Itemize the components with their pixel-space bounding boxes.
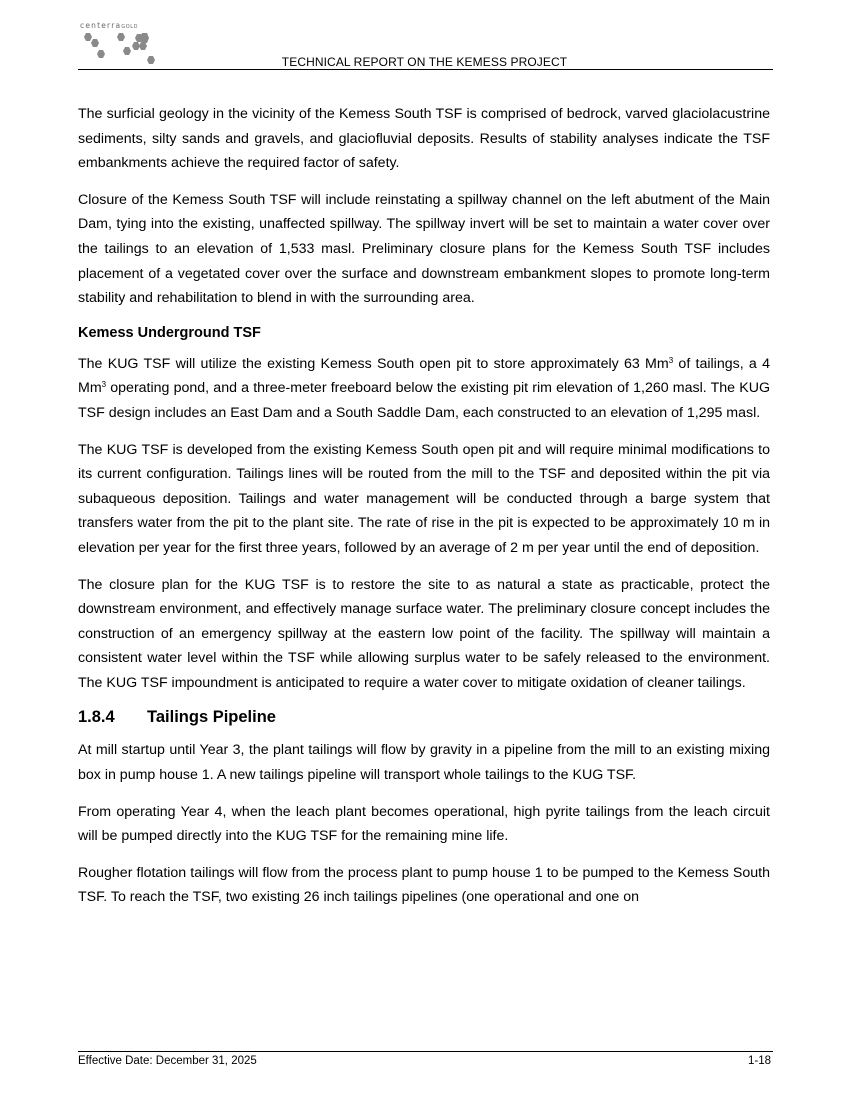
section-heading-tailings-pipeline (78, 707, 770, 727)
section-title: Tailings Pipeline (147, 708, 276, 727)
paragraph-kug-tsf-development: The KUG TSF is developed from the existing Kemess South open pit and will require minimal modifications to its current configuration. Tailings lines will be routed from the mill to the TSF and deposited within the pit via subaqueous deposition. Tailings and water management will be conducted through a barge system that transfers water from the pit to the plant site. The rate of rise in the pit is expected to be approximately 10 m in elevation per year for the first three years, followed by an average of 2 m per year until the end of deposition. (78, 441, 770, 556)
header-divider (78, 69, 773, 70)
report-header-title: TECHNICAL REPORT ON THE KEMESS PROJECT (281, 55, 568, 69)
paragraph-kemess-south-closure: Closure of the Kemess South TSF will include reinstating a spillway channel on the left abutment of the Main Dam, tying into the existing, unaffected spillway. The spillway invert will be set to maintain a water cover over the tailings to an elevation of 1,533 masl. Preliminary closure plans for the Kemess South TSF includes placement of a vegetated cover over the surface and downstream embankment slopes to promote long-term stability and rehabilitation to blend in with the surrounding area. (78, 191, 770, 307)
footer-effective-date: Effective Date: December 31, 2025 (78, 1055, 257, 1067)
paragraph-kug-tsf-storage: The KUG TSF will utilize the existing Kemess South open pit to store approximately 63 Mm$^3$ of tailings, a 4 Mm$^3$ operating pond, and a three-meter freeboard below the existing pit rim elevation of 1,260 masl. The KUG TSF design includes an East Dam and a South Saddle Dam, each constructed to an elevation of 1,295 masl. (78, 355, 770, 421)
paragraph-mill-startup: At mill startup until Year 3, the plant tailings will flow by gravity in a pipeline from the mill to an existing mixing box in pump house 1. A new tailings pipeline will transport whole tailings to the KUG TSF. (78, 742, 770, 784)
footer-divider (78, 1051, 773, 1052)
footer-page-number: 1-18 (747, 1055, 771, 1067)
document-body (78, 102, 770, 910)
heading-kemess-underground-tsf: Kemess Underground TSF (78, 324, 261, 341)
paragraph-surficial-geology: The surficial geology in the vicinity of the Kemess South TSF is comprised of bedrock, varved glaciolacustrine sediments, silty sands and gravels, and glaciofluvial deposits. Results of stability analyses indicate the TSF embankments achieve the required factor of safety. (78, 106, 770, 172)
paragraph-kug-tsf-closure: The closure plan for the KUG TSF is to restore the site to as natural a state as practicable, protect the downstream environment, and effectively manage surface water. The preliminary closure concept includes the construction of an emergency spillway at the eastern low point of the facility. The spillway will maintain a consistent water level within the TSF while allowing surplus water to be safely released to the environment. The KUG TSF impoundment is anticipated to require a water cover to mitigate oxidation of cleaner tailings. (78, 576, 770, 691)
section-number: 1.8.4 (78, 708, 115, 727)
paragraph-operating-year-4: From operating Year 4, when the leach plant becomes operational, high pyrite tailings from the leach circuit will be pumped directly into the KUG TSF for the remaining mine life. (78, 803, 770, 845)
paragraph-rougher-flotation: Rougher flotation tailings will flow from the process plant to pump house 1 to be pumped to the Kemess South TSF. To reach the TSF, two existing 26 inch tailings pipelines (one operational and one on (78, 864, 770, 906)
logo-wordmark: centerraGOLD (80, 21, 139, 30)
